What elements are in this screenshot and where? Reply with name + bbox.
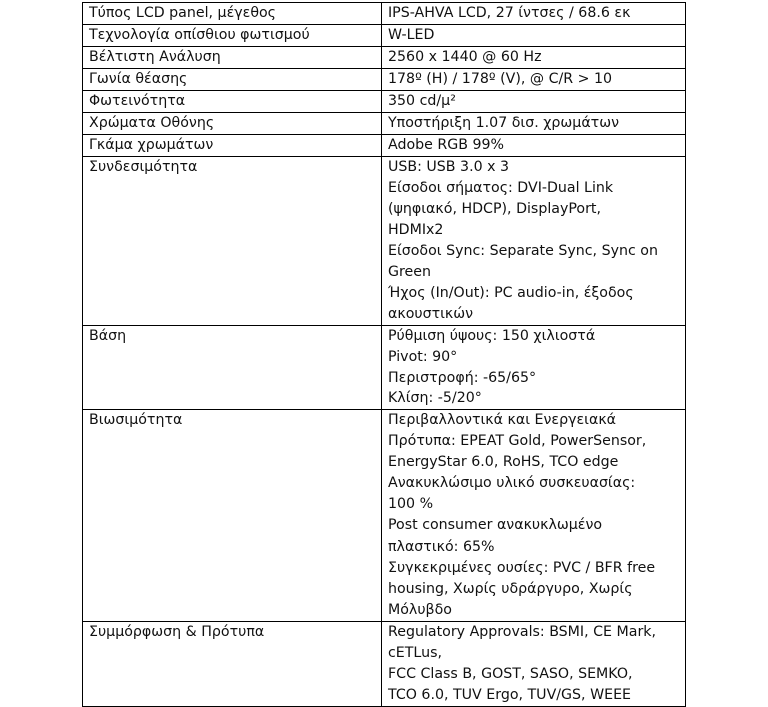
spec-value-line: Είσοδοι σήματος: DVI-Dual Link [388, 180, 614, 196]
spec-value-line: Regulatory Approvals: BSMI, CE Mark, [388, 623, 657, 640]
spec-value-line: Συγκεκριμένες ουσίες: PVC / BFR free [388, 559, 656, 576]
spec-value [382, 621, 686, 706]
spec-value-line: Ανακυκλώσιμο υλικό συσκευασίας: [388, 475, 636, 492]
spec-row [83, 621, 686, 706]
spec-row [83, 113, 686, 135]
spec-label: Τύπος LCD panel, μέγεθος [83, 3, 382, 25]
spec-row [83, 135, 686, 157]
spec-value-line: Πρότυπα: EPEAT Gold, PowerSensor, [388, 433, 647, 450]
spec-value-line: Περιβαλλοντικά και Ενεργειακά [388, 412, 617, 428]
spec-value [382, 326, 686, 410]
spec-value-line: Green [388, 264, 431, 280]
spec-value-line: Pivot: 90° [388, 348, 458, 365]
spec-row [83, 3, 686, 25]
spec-value [382, 69, 686, 91]
spec-label: Βιωσιμότητα [83, 410, 382, 622]
spec-value-line: Μόλυβδο [388, 601, 452, 618]
spec-label: Βέλτιστη Ανάλυση [83, 47, 382, 69]
spec-row [83, 69, 686, 91]
spec-value-line: HDMIx2 [388, 222, 444, 238]
spec-value-line: 100 % [388, 496, 434, 513]
spec-value-line: Ήχος (In/Out): PC audio-in, έξοδος [388, 285, 634, 301]
spec-label: Βάση [83, 326, 382, 410]
spec-row [83, 410, 686, 622]
spec-value-line: FCC Class B, GOST, SASO, SEMKO, [388, 665, 633, 682]
spec-value-line: IPS-AHVA LCD, 27 ίντσες / 68.6 εκ [388, 5, 631, 21]
spec-value-line: USB: USB 3.0 x 3 [388, 159, 510, 175]
spec-label: Συμμόρφωση & Πρότυπα [83, 621, 382, 706]
spec-label: Συνδεσιμότητα [83, 157, 382, 326]
spec-label: Χρώματα Οθόνης [83, 113, 382, 135]
spec-row [83, 326, 686, 410]
spec-value-line: Ρύθμιση ύψους: 150 χιλιοστά [388, 328, 596, 344]
spec-table [82, 2, 686, 707]
spec-row [83, 25, 686, 47]
spec-label: Φωτεινότητα [83, 91, 382, 113]
spec-value [382, 410, 686, 622]
spec-row [83, 47, 686, 69]
spec-label: Γωνία θέασης [83, 69, 382, 91]
spec-value [382, 91, 686, 113]
spec-value [382, 25, 686, 47]
spec-value [382, 3, 686, 25]
spec-value-line: Κλίση: -5/20° [388, 390, 482, 407]
spec-value [382, 157, 686, 326]
spec-value-line: Είσοδοι Sync: Separate Sync, Sync on [388, 243, 658, 259]
spec-row [83, 91, 686, 113]
spec-label: Γκάμα χρωμάτων [83, 135, 382, 157]
spec-value-line: cETLus, [388, 644, 442, 661]
spec-value-line: EnergyStar 6.0, RoHS, TCO edge [388, 454, 619, 471]
spec-value-line: W-LED [388, 27, 435, 43]
spec-label: Τεχνολογία οπίσθιου φωτισμού [83, 25, 382, 47]
spec-value-line: (ψηφιακό, HDCP), DisplayPort, [388, 201, 601, 217]
spec-value-line: Post consumer ανακυκλωμένο [388, 517, 603, 534]
spec-value-line: Υποστήριξη 1.07 δισ. χρωμάτων [388, 115, 620, 131]
spec-value-line: πλαστικό: 65% [388, 538, 495, 555]
spec-value-line: Adobe RGB 99% [388, 137, 505, 153]
spec-value-line: 178º (H) / 178º (V), @ C/R > 10 [388, 71, 613, 87]
spec-value-line: 2560 x 1440 @ 60 Hz [388, 49, 542, 65]
spec-value [382, 113, 686, 135]
spec-value-line: Περιστροφή: -65/65° [388, 369, 537, 386]
spec-value [382, 135, 686, 157]
spec-table-body [83, 3, 686, 707]
spec-value [382, 47, 686, 69]
spec-row [83, 157, 686, 326]
spec-value-line: housing, Χωρίς υδράργυρο, Χωρίς [388, 580, 633, 597]
spec-value-line: ακουστικών [388, 306, 474, 322]
spec-value-line: TCO 6.0, TUV Ergo, TUV/GS, WEEE [388, 686, 631, 703]
spec-value-line: 350 cd/μ² [388, 93, 456, 109]
